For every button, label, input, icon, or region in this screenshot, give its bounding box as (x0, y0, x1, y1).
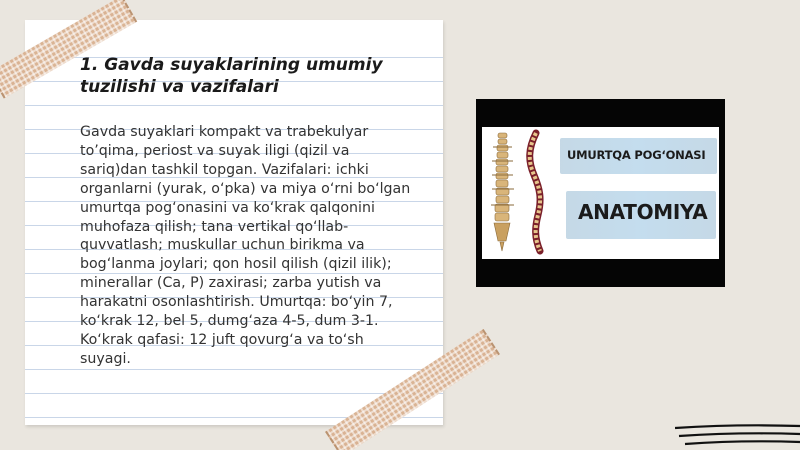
banner-top-label: UMURTQA POG‘ONASI (567, 148, 706, 162)
spine-illustration-icon (488, 129, 558, 257)
decorative-lines-icon (675, 412, 800, 450)
section-body: Gavda suyaklari kompakt va trabekulyar to’qima, periost va suyak iligi (qizil va sariq)dan tashkil topgan. Vazifalari: ichki organlarni (yurak, o‘pka) va miya o‘rni bo‘lgan umurtqa pog‘onasini va ko‘krak qalqonini muhofaza qilish; tana vertikal qo‘llab-quvvatlash; muskullar uchun birikma va bog‘lanma joylari; qon hosil qilish (qizil ilik); minerallar (Ca, P) zaxirasi; zarba yutish va harakatni osonlashtirish. Umurtqa: bo‘yin 7, ko‘krak 12, bel 5, dumg‘aza 4-5, dum 3-1. Ko‘krak qafasi: 12 juft qovurg‘a va to‘sh suyagi. (80, 124, 411, 367)
spine-image (476, 99, 725, 287)
spine-image-content (482, 127, 719, 259)
banner-bottom-label: ANATOMIYA (578, 200, 708, 224)
section-title: 1. Gavda suyaklarining umumiy tuzilishi va vazifalari (80, 55, 383, 97)
